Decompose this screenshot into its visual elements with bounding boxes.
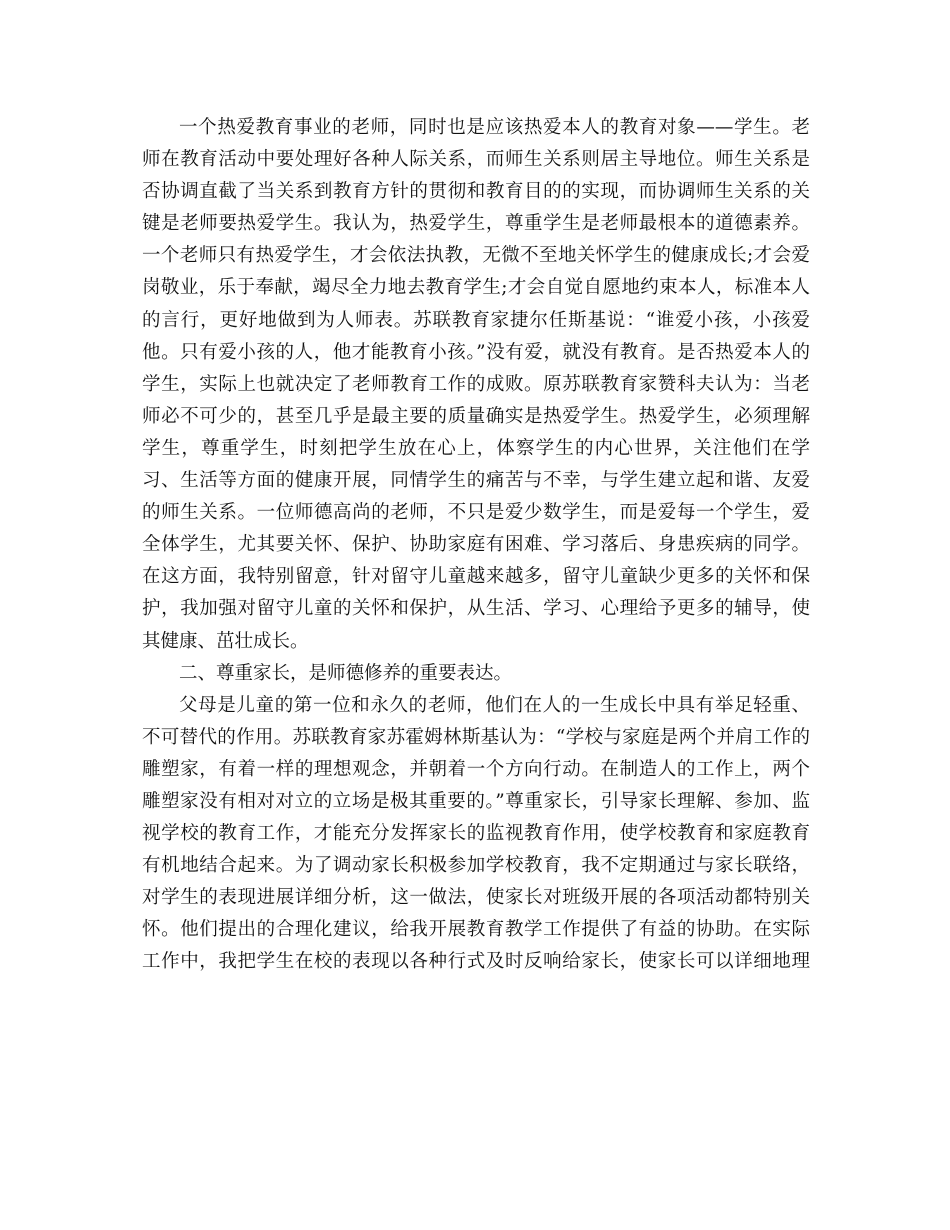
text-line: 的言行，更好地做到为人师表。苏联教育家捷尔任斯基说：“谁爱小孩，小孩爱 [142, 309, 810, 331]
text-line: 习、生活等方面的健康开展，同情学生的痛苦与不幸，与学生建立起和谐、友爱 [142, 470, 810, 492]
text-line: 视学校的教育工作，才能充分发挥家长的监视教育作用，使学校教育和家庭教育 [142, 823, 810, 845]
text-line: 学生，尊重学生，时刻把学生放在心上，体察学生的内心世界，关注他们在学 [142, 437, 810, 459]
text-line: 雕塑家没有相对对立的立场是极其重要的。”尊重家长，引导家长理解、参加、监 [142, 790, 810, 812]
text-line: 的师生关系。一位师德高尚的老师，不只是爱少数学生，而是爱每一个学生，爱 [142, 502, 810, 524]
text-line: 师在教育活动中要处理好各种人际关系，而师生关系则居主导地位。师生关系是 [142, 149, 810, 171]
text-line: 岗敬业，乐于奉献，竭尽全力地去教育学生;才会自觉自愿地约束本人，标准本人 [142, 277, 810, 299]
text-line: 对学生的表现进展详细分析，这一做法，使家长对班级开展的各项活动都特别关 [142, 887, 810, 909]
text-line: 他。只有爱小孩的人，他才能教育小孩。”没有爱，就没有教育。是否热爱本人的 [142, 341, 810, 363]
text-line: 其健康、茁壮成长。 [142, 630, 309, 652]
text-line: 雕塑家，有着一样的理想观念，并朝着一个方向行动。在制造人的工作上，两个 [142, 758, 810, 780]
text-line: 键是老师要热爱学生。我认为，热爱学生，尊重学生是老师最根本的道德素养。 [142, 213, 810, 235]
document-body [142, 112, 810, 979]
text-line: 二、尊重家长，是师德修养的重要表达。 [179, 662, 513, 684]
text-line: 有机地结合起来。为了调动家长积极参加学校教育，我不定期通过与家长联络， [142, 855, 810, 877]
text-line: 不可替代的作用。苏联教育家苏霍姆林斯基认为：“学校与家庭是两个并肩工作的 [142, 726, 810, 748]
text-line: 工作中，我把学生在校的表现以各种行式及时反响给家长，使家长可以详细地理 [142, 951, 810, 973]
text-line: 怀。他们提出的合理化建议，给我开展教育教学工作提供了有益的协助。在实际 [142, 919, 810, 941]
text-line: 一个热爱教育事业的老师，同时也是应该热爱本人的教育对象——学生。老 [179, 117, 810, 138]
text-line: 学生，实际上也就决定了老师教育工作的成败。原苏联教育家赞科夫认为：当老 [142, 373, 810, 395]
text-line: 全体学生，尤其要关怀、保护、协助家庭有困难、学习落后、身患疾病的同学。 [142, 534, 810, 556]
text-line: 父母是儿童的第一位和永久的老师，他们在人的一生成长中具有举足轻重、 [179, 694, 810, 716]
text-line: 在这方面，我特别留意，针对留守儿童越来越多，留守儿童缺少更多的关怀和保 [142, 566, 810, 588]
text-line: 师必不可少的，甚至几乎是最主要的质量确实是热爱学生。热爱学生，必须理解 [142, 405, 810, 427]
text-line: 护，我加强对留守儿童的关怀和保护，从生活、学习、心理给予更多的辅导，使 [142, 598, 810, 620]
text-line: 一个老师只有热爱学生，才会依法执教，无微不至地关怀学生的健康成长;才会爱 [142, 245, 810, 267]
text-line: 否协调直截了当关系到教育方针的贯彻和教育目的的实现，而协调师生关系的关 [142, 181, 810, 203]
